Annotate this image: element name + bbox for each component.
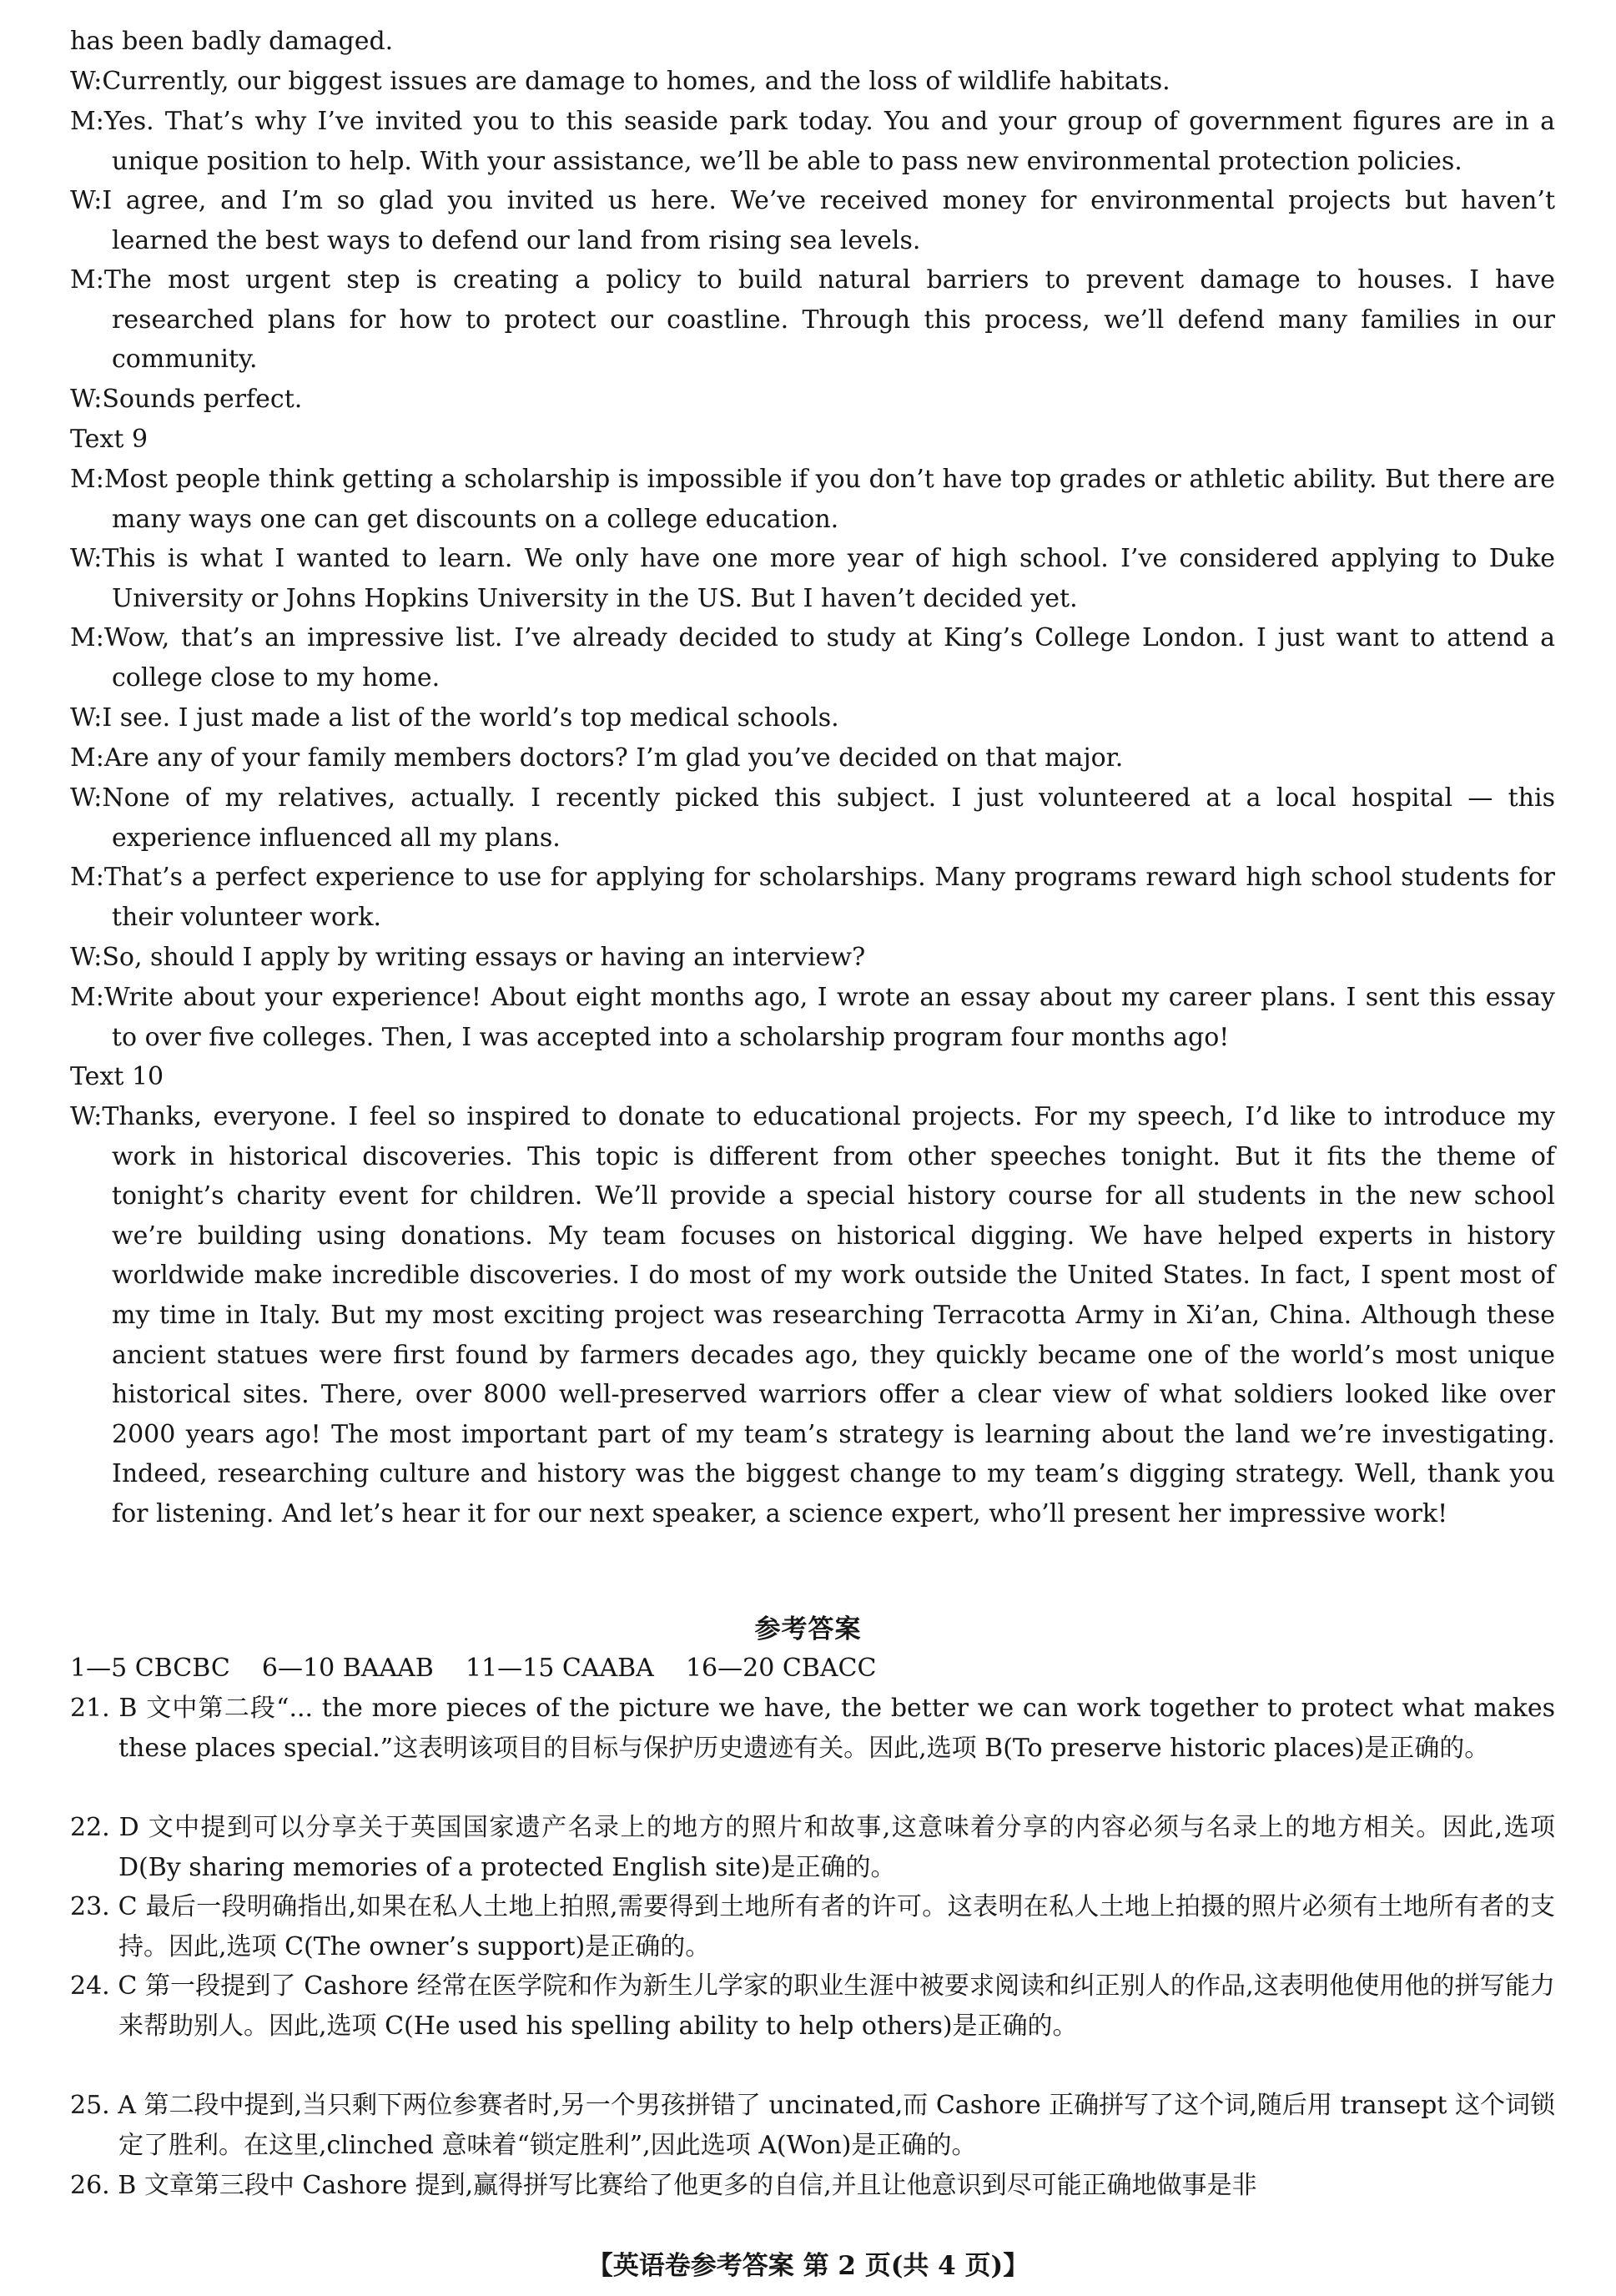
- answer-26: 26. B 文章第三段中 Cashore 提到,赢得拼写比赛给了他更多的自信,并且让他意识到尽可能正确地做事是非: [70, 2171, 1257, 2200]
- page-footer: 【英语卷参考答案 第 2 页(共 4 页)】: [586, 2251, 1030, 2281]
- dialogue-line: [70, 978, 1555, 1057]
- dialogue-text: None of my relatives, actually. I recently picked this subject. I just volunteered at a local hospital — this experience influenced all my plans.: [102, 783, 1555, 853]
- dialogue-text: Sounds perfect.: [102, 385, 303, 414]
- text-line-continuation: has been badly damaged.: [70, 27, 394, 56]
- monologue-text: Thanks, everyone. I feel so inspired to donate to educational projects. For my speech, I’d like to introduce my work in historical discoveries. This topic is different from other speeches tonight. But it fits the theme of tonight’s charity event for children. We’ll provide a special history course for all students in the new school we’re building using donations. My team focuses on historical digging. We have helped experts in history worldwide make incredible discoveries. I do most of my work outside the United States. In fact, I spent most of my time in Italy. But my most exciting project was researching Terracotta Army in Xi’an, China. Although these ancient statues were first found by farmers decades ago, they quickly became one of the world’s most unique historical sites. There, over 8000 well-preserved warriors offer a clear view of what soldiers looked like over 2000 years ago! The most important part of my team’s strategy is learning about the land we’re investigating. Indeed, researching culture and history was the biggest change to my team’s digging strategy. Well, thank you for listening. And let’s hear it for our next speaker, a science expert, who’ll present her impressive work!: [102, 1102, 1555, 1528]
- speaker-label: M:: [70, 265, 104, 295]
- speaker-label: W:: [70, 67, 103, 96]
- speaker-label: W:: [70, 703, 103, 733]
- dialogue-text: Most people think getting a scholarship is impossible if you don’t have top grades or athletic ability. But there are many ways one can get discounts on a college education.: [103, 465, 1555, 534]
- speaker-label: W:: [70, 544, 103, 573]
- dialogue-text: I see. I just made a list of the world’s top medical schools.: [102, 703, 839, 733]
- dialogue-text: So, should I apply by writing essays or having an interview?: [102, 943, 866, 972]
- section-label-text-9: Text 9: [70, 425, 149, 454]
- dialogue-text: The most urgent step is creating a policy to build natural barriers to prevent damage to houses. I have researched plans for how to protect our coastline. Through this process, we’ll defend many families in our community.: [103, 265, 1555, 375]
- speaker-label: M:: [70, 743, 104, 773]
- dialogue-line: [70, 778, 1555, 858]
- dialogue-line: [70, 260, 1555, 380]
- dialogue-line: [70, 380, 1555, 420]
- speaker-label: M:: [70, 107, 104, 136]
- dialogue-text: I agree, and I’m so glad you invited us here. We’ve received money for environmental projects but haven’t learned the best ways to defend our land from rising sea levels.: [102, 186, 1555, 255]
- dialogue-line: [70, 62, 1555, 102]
- speaker-label: W:: [70, 783, 103, 813]
- dialogue-text: That’s a perfect experience to use for applying for scholarships. Many programs reward high school students for their volunteer work.: [103, 863, 1555, 932]
- dialogue-line: [70, 858, 1555, 937]
- answer-24: 24. C 第一段提到了 Cashore 经常在医学院和作为新生儿学家的职业生涯中被要求阅读和纠正别人的作品,这表明他使用他的拼写能力来帮助别人。因此,选项 C(He used his spelling ability to help others)是正确的。: [70, 1971, 1555, 2041]
- answer-keys-1-20: 1—5 CBCBC 6—10 BAAAB 11—15 CAABA 16—20 CBACC: [70, 1654, 877, 1683]
- dialogue-line: [70, 460, 1555, 539]
- dialogue-line: [70, 618, 1555, 697]
- speaker-label: W:: [70, 186, 103, 215]
- monologue-paragraph: [70, 1097, 1555, 1534]
- dialogue-line: [70, 181, 1555, 260]
- answer-25: 25. A 第二段中提到,当只剩下两位参赛者时,另一个男孩拼错了 uncinated,而 Cashore 正确拼写了这个词,随后用 transept 这个词锁定了胜利。在这里,clinched 意味着“锁定胜利”,因此选项 A(Won)是正确的。: [70, 2091, 1555, 2160]
- section-label-text-10: Text 10: [70, 1062, 164, 1091]
- answer-23: 23. C 最后一段明确指出,如果在私人土地上拍照,需要得到土地所有者的许可。这表明在私人土地上拍摄的照片必须有土地所有者的支持。因此,选项 C(The owner’s support)是正确的。: [70, 1892, 1555, 1961]
- answer-21: 21. B 文中第二段“... the more pieces of the picture we have, the better we can work together to protect what makes these places special.”这表明该项目的目标与保护历史遗迹有关。因此,选项 B(To preserve historic places)是正确的。: [70, 1694, 1555, 1763]
- dialogue-text: This is what I wanted to learn. We only have one more year of high school. I’ve considered applying to Duke University or Johns Hopkins University in the US. But I haven’t decided yet.: [102, 544, 1555, 613]
- speaker-label: W:: [70, 1102, 103, 1131]
- speaker-label: M:: [70, 465, 104, 494]
- dialogue-line: [70, 698, 1555, 738]
- answer-22: 22. D 文中提到可以分享关于英国国家遗产名录上的地方的照片和故事,这意味着分享的内容必须与名录上的地方相关。因此,选项 D(By sharing memories of a protected English site)是正确的。: [70, 1813, 1555, 1882]
- speaker-label: M:: [70, 863, 104, 892]
- dialogue-line: [70, 102, 1555, 181]
- speaker-label: M:: [70, 983, 104, 1012]
- speaker-label: M:: [70, 623, 104, 652]
- dialogue-line: [70, 738, 1555, 778]
- answers-heading: 参考答案: [754, 1614, 862, 1644]
- dialogue-text: Yes. That’s why I’ve invited you to this seaside park today. You and your group of government figures are in a unique position to help. With your assistance, we’ll be able to pass new environmental protection policies.: [103, 107, 1555, 176]
- speaker-label: W:: [70, 385, 103, 414]
- dialogue-text: Write about your experience! About eight months ago, I wrote an essay about my career plans. I sent this essay to over five colleges. Then, I was accepted into a scholarship program four months ago!: [103, 983, 1555, 1052]
- dialogue-text: Currently, our biggest issues are damage to homes, and the loss of wildlife habitats.: [102, 67, 1170, 96]
- dialogue-line: [70, 938, 1555, 978]
- dialogue-text: Wow, that’s an impressive list. I’ve already decided to study at King’s College London. I just want to attend a college close to my home.: [103, 623, 1555, 692]
- speaker-label: W:: [70, 943, 103, 972]
- dialogue-text: Are any of your family members doctors? I’m glad you’ve decided on that major.: [103, 743, 1124, 773]
- dialogue-line: [70, 539, 1555, 618]
